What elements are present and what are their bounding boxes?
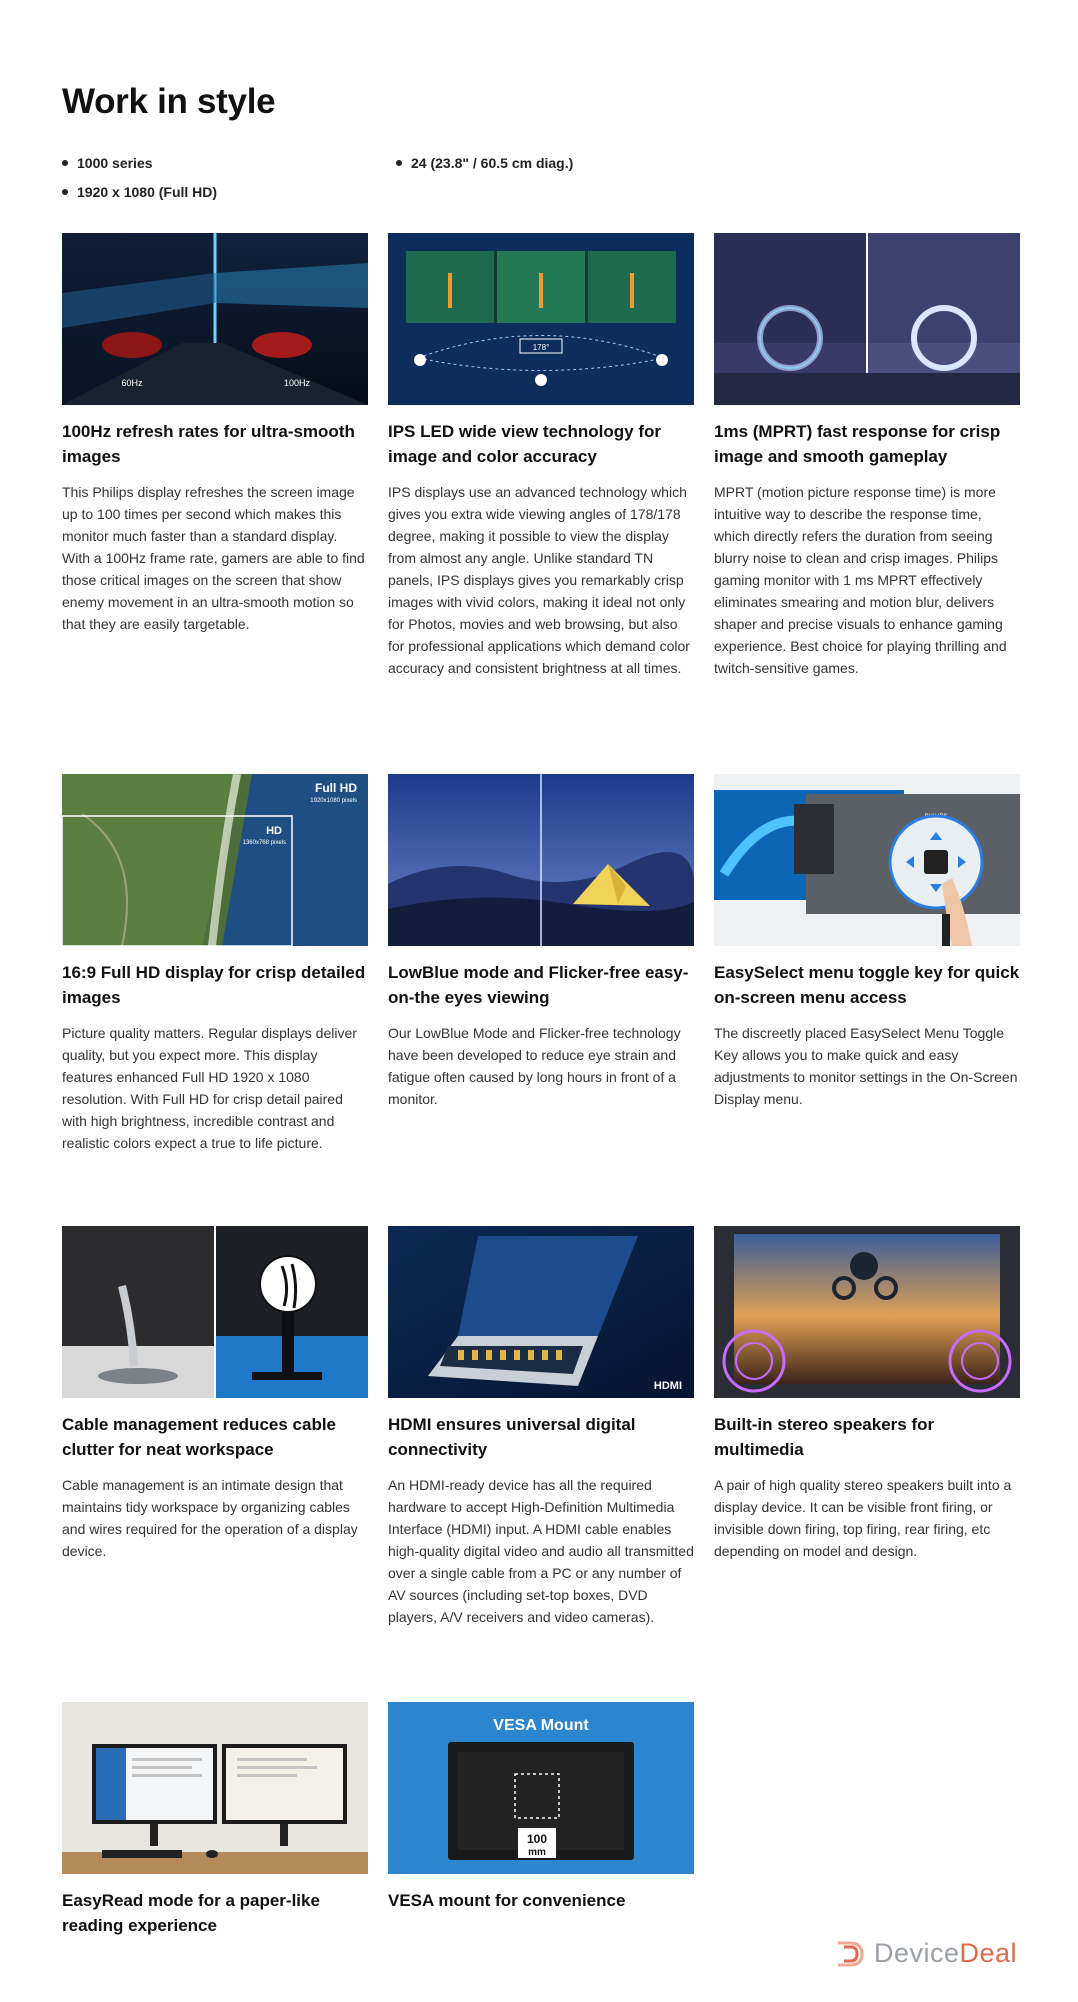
spec-size: 24 (23.8" / 60.5 cm diag.) <box>411 155 574 171</box>
feature-text: An HDMI-ready device has all the required hardware to accept High-Definition Multimedia Interface (HDMI) input. A HDMI cable enables high-quality digital video and audio all transmitted over a single cable from a PC or any number of AV sources (including set-top boxes, DVD players, A/V receivers and video cameras). <box>388 1477 694 1625</box>
feature-title: 100Hz refresh rates for ultra-smooth images <box>62 422 355 466</box>
brand-mark-icon <box>836 1939 870 1969</box>
feature-card-cable-management <box>62 1226 368 1562</box>
feature-image-speakers <box>714 1226 1020 1398</box>
feature-text: Picture quality matters. Regular displays deliver quality, but you expect more. This display features enhanced Full HD 1920 x 1080 resolution. With Full HD for crisp detail paired with high brightness, incredible contrast and realistic colors expect a true to life picture. <box>62 1025 357 1151</box>
feature-title: VESA mount for convenience <box>388 1891 626 1910</box>
label-hd-pixels: 1360x768 pixels <box>242 840 286 846</box>
feature-card-vesa <box>388 1702 694 1913</box>
feature-image-vesa <box>388 1702 694 1874</box>
brand-name-second: Deal <box>959 1938 1018 1968</box>
label-vesa-unit: mm <box>528 1847 546 1858</box>
label-vesa-mount: VESA Mount <box>493 1717 589 1734</box>
feature-text: Our LowBlue Mode and Flicker-free technology have been developed to reduce eye strain and fatigue often caused by long hours in front of a monitor. <box>388 1025 681 1107</box>
feature-card-refresh-rate <box>62 233 368 635</box>
spec-item <box>396 155 573 171</box>
feature-text: The discreetly placed EasySelect Menu Toggle Key allows you to make quick and easy adjustments to monitor settings in the On-Screen Display menu. <box>714 1025 1018 1107</box>
feature-card-easyread <box>62 1702 368 1938</box>
feature-card-lowblue <box>388 774 694 1110</box>
feature-title: EasySelect menu toggle key for quick on-screen menu access <box>714 963 1020 1007</box>
feature-title: LowBlue mode and Flicker-free easy-on-the eyes viewing <box>388 963 689 1007</box>
brand-name-first: Device <box>874 1938 960 1968</box>
feature-image-ips <box>388 233 694 405</box>
spec-item <box>62 155 153 171</box>
feature-text: This Philips display refreshes the screen image up to 100 times per second which makes this monitor much faster than a standard display. With a 100Hz frame rate, gamers are able to find those critical images on the screen that show enemy movement in an ultra-smooth motion so that they are easily targetable. <box>62 484 365 632</box>
feature-card-ips <box>388 233 694 679</box>
brand-logo <box>836 1938 1017 1969</box>
feature-text: MPRT (motion picture response time) is more intuitive way to describe the response time, which directly refers the duration from seeing blurry noise to clean and crisp images. Philips gaming monitor with 1 ms MPRT effectively eliminates smearing and motion blur, delivers shaper and precise visuals to enhance gaming experience. Best choice for playing thrilling and twitch-sensitive games. <box>714 484 1007 676</box>
feature-card-easyselect <box>714 774 1020 1110</box>
feature-image-lowblue <box>388 774 694 946</box>
bullet-icon <box>62 189 68 195</box>
spec-resolution: 1920 x 1080 (Full HD) <box>77 184 218 200</box>
feature-card-full-hd <box>62 774 368 1154</box>
label-viewing-angle: 178° <box>532 343 550 352</box>
feature-card-hdmi <box>388 1226 694 1628</box>
feature-title: 1ms (MPRT) fast response for crisp image and smooth gameplay <box>714 422 1001 466</box>
label-hd: HD <box>266 825 282 837</box>
feature-text: Cable management is an intimate design that maintains tidy workspace by organizing cables and wires required for the operation of a display device. <box>62 1477 358 1559</box>
label-100hz: 100Hz <box>283 378 311 388</box>
label-full-hd-pixels: 1920x1080 pixels <box>310 798 357 804</box>
label-vesa-size: 100 <box>526 1832 548 1846</box>
feature-image-full-hd <box>62 774 368 946</box>
spec-series: 1000 series <box>77 155 153 171</box>
feature-card-response-time <box>714 233 1020 679</box>
feature-image-response-time <box>714 233 1020 405</box>
feature-text: IPS displays use an advanced technology which gives you extra wide viewing angles of 178/178 degree, making it possible to view the display from almost any angle. Unlike standard TN panels, IPS displays gives you remarkably crisp images with vivid colors, making it ideal not only for Photos, movies and web browsing, but also for professional applications which demand color accuracy and consistent brightness at all times. <box>388 484 690 676</box>
feature-title: 16:9 Full HD display for crisp detailed images <box>62 963 366 1007</box>
feature-image-easyread <box>62 1702 368 1874</box>
page-title: Work in style <box>62 82 276 121</box>
feature-title: HDMI ensures universal digital connectivity <box>388 1415 636 1459</box>
label-hdmi: HDMI <box>653 1380 682 1392</box>
bullet-icon <box>62 160 68 166</box>
feature-image-cable-management <box>62 1226 368 1398</box>
feature-title: Cable management reduces cable clutter for neat workspace <box>62 1415 337 1459</box>
label-full-hd: Full HD <box>315 781 357 795</box>
feature-title: Built-in stereo speakers for multimedia <box>714 1415 935 1459</box>
spec-item <box>62 184 217 200</box>
feature-title: EasyRead mode for a paper-like reading experience <box>62 1891 320 1935</box>
bullet-icon <box>396 160 402 166</box>
feature-image-hdmi <box>388 1226 694 1398</box>
feature-image-refresh-rate <box>62 233 368 405</box>
feature-image-easyselect <box>714 774 1020 946</box>
feature-text: A pair of high quality stereo speakers built into a display device. It can be visible front firing, or invisible down firing, top firing, rear firing, etc depending on model and design. <box>714 1477 1012 1559</box>
feature-card-speakers <box>714 1226 1020 1562</box>
feature-title: IPS LED wide view technology for image and color accuracy <box>388 422 661 466</box>
label-60hz: 60Hz <box>121 378 143 388</box>
